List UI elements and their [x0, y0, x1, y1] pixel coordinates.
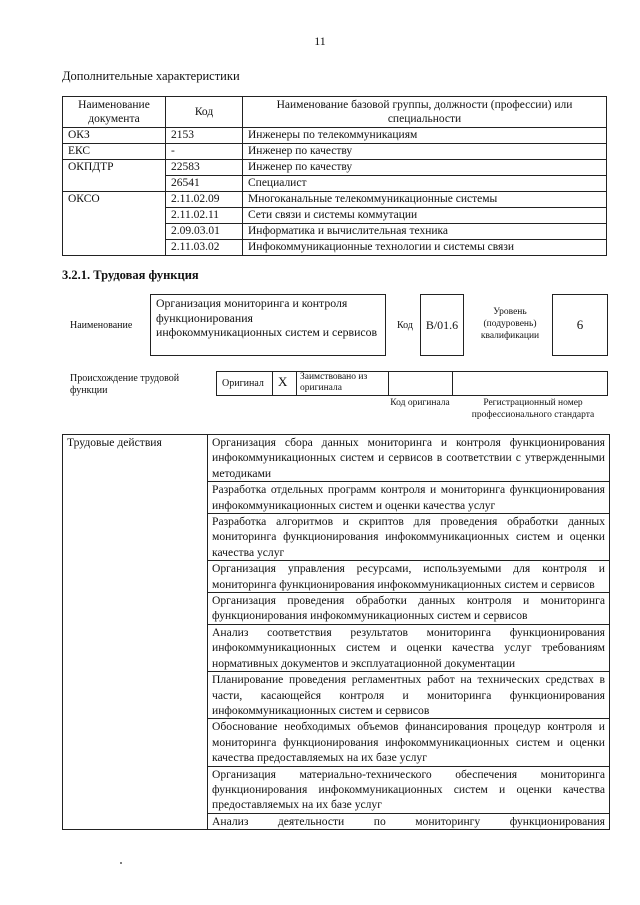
labor-action-item: Организация управления ресурсами, используемыми для контроля и мониторинга функционирования инфокоммуникационных систем и сервисов — [208, 561, 610, 593]
cell-code: - — [166, 144, 243, 160]
function-name-value: Организация мониторинга и контроля функционирования инфокоммуникационных систем и сервисов — [156, 296, 378, 339]
reg-number-caption: Регистрационный номер профессионального стандарта — [471, 398, 595, 420]
cell-name: Специалист — [243, 176, 607, 192]
level-value: 6 — [576, 317, 584, 332]
code-label: Код — [397, 320, 413, 331]
cell-name: Инфокоммуникационные технологии и системы связи — [243, 240, 607, 256]
labor-action-item: Организация материально-технического обеспечения мониторинга функционирования инфокоммуникационных систем и оценки качества предоставляемых на их базе услуг — [208, 766, 610, 813]
labor-action-item: Разработка алгоритмов и скриптов для проведения обработки данных мониторинга функционирования инфокоммуникационных систем и оценки качества услуг — [208, 514, 610, 561]
header-code: Код — [166, 97, 243, 128]
function-name-box — [150, 294, 386, 356]
table-row — [63, 435, 610, 482]
cell-code: 2153 — [166, 128, 243, 144]
cell-name: Многоканальные телекоммуникационные системы — [243, 192, 607, 208]
name-label: Наименование — [70, 320, 133, 331]
origin-divider — [452, 371, 453, 396]
labor-action-item: Обоснование необходимых объемов финансирования процедур контроля и мониторинга функционирования инфокоммуникационных систем и оценки качества предоставляемых на их базе услуг — [208, 719, 610, 766]
cell-code: 2.11.03.02 — [166, 240, 243, 256]
cell-doc: ОКСО — [63, 192, 166, 256]
origin-label: Происхождение трудовой функции — [70, 373, 180, 396]
cell-name: Информатика и вычислительная техника — [243, 224, 607, 240]
labor-action-item: Организация проведения обработки данных контроля и мониторинга функционирования инфокоммуникационных систем и сервисов — [208, 593, 610, 625]
table-row — [63, 192, 607, 208]
header-group-name: Наименование базовой группы, должности (профессии) или специальности — [243, 97, 607, 128]
cell-code: 2.11.02.09 — [166, 192, 243, 208]
cell-name: Инженеры по телекоммуникациям — [243, 128, 607, 144]
header-document: Наименование документа — [63, 97, 166, 128]
cell-doc: ЕКС — [63, 144, 166, 160]
section-title: 3.2.1. Трудовая функция — [62, 268, 199, 282]
table-row — [63, 144, 607, 160]
scan-speck — [120, 862, 122, 864]
labor-actions-table — [62, 434, 610, 830]
labor-action-item: Разработка отдельных программ контроля и мониторинга функционирования инфокоммуникационных систем и оценки качества услуг — [208, 482, 610, 514]
cell-code: 2.11.02.11 — [166, 208, 243, 224]
table-row — [63, 128, 607, 144]
labor-action-item: Анализ деятельности по мониторингу функционирования — [208, 813, 610, 829]
original-label: Оригинал — [222, 378, 264, 389]
cell-doc: ОКЗ — [63, 128, 166, 144]
origin-divider — [296, 371, 297, 396]
cell-name: Инженер по качеству — [243, 144, 607, 160]
additional-characteristics-heading: Дополнительные характеристики — [62, 69, 240, 83]
cell-code: 22583 — [166, 160, 243, 176]
cell-name: Сети связи и системы коммутации — [243, 208, 607, 224]
origin-box — [216, 371, 608, 396]
labor-actions-label: Трудовые действия — [63, 435, 208, 830]
level-box — [552, 294, 608, 356]
origin-divider — [388, 371, 389, 396]
cell-code: 26541 — [166, 176, 243, 192]
borrowed-label: Заимствовано из оригинала — [300, 372, 368, 393]
original-mark: X — [278, 374, 288, 389]
code-original-caption: Код оригинала — [390, 398, 450, 408]
additional-characteristics-table — [62, 96, 607, 256]
page-number: 11 — [314, 34, 326, 48]
level-label: Уровень (подуровень) квалификации — [480, 307, 540, 341]
function-code-box — [420, 294, 464, 356]
origin-divider — [272, 371, 273, 396]
table-row — [63, 160, 607, 176]
cell-code: 2.09.03.01 — [166, 224, 243, 240]
labor-action-item: Организация сбора данных мониторинга и контроля функционирования инфокоммуникационных систем и сервисов в соответствии с утвержденными методиками — [208, 435, 610, 482]
labor-action-item: Анализ соответствия результатов мониторинга функционирования инфокоммуникационных систем и оценки качества услуг требованиям нормативных документов и эксплуатационной документации — [208, 624, 610, 671]
function-code-value: B/01.6 — [425, 317, 459, 332]
cell-name: Инженер по качеству — [243, 160, 607, 176]
labor-action-item: Планирование проведения регламентных работ на технических средствах в части, касающейся контроля и мониторинга функционирования инфокоммуникационных систем и сервисов — [208, 672, 610, 719]
cell-doc: ОКПДТР — [63, 160, 166, 192]
